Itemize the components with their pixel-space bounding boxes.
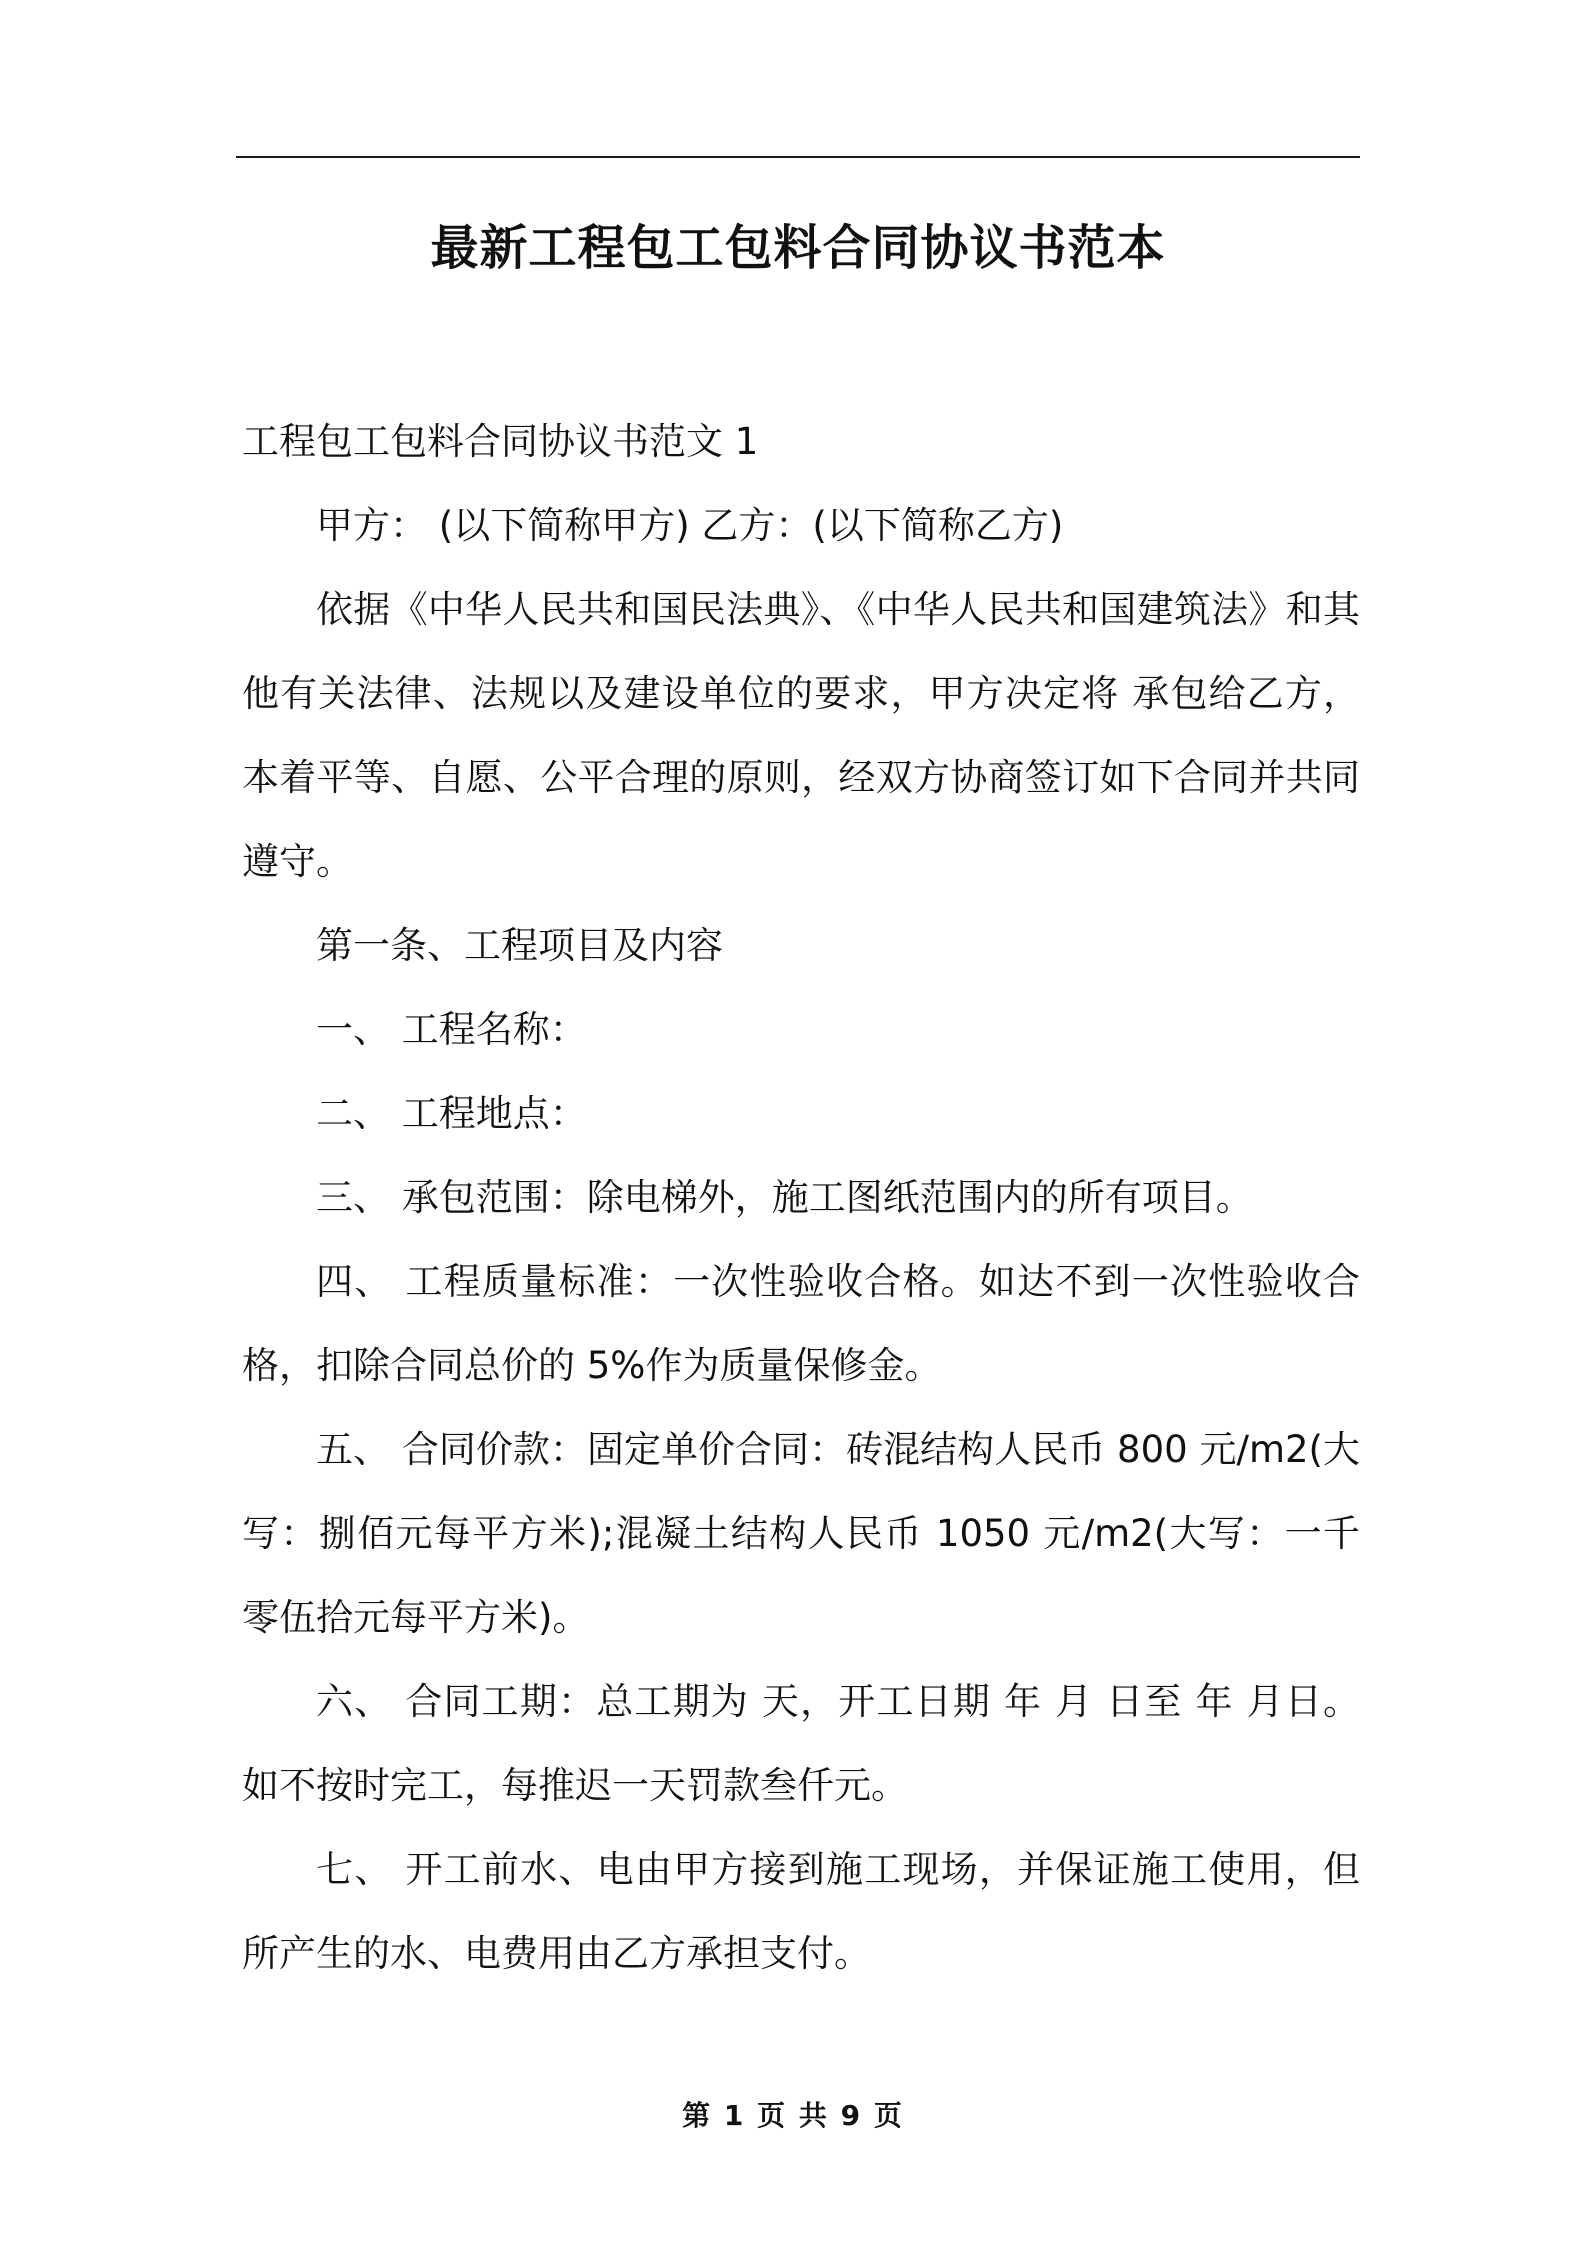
- list-item-utilities: 七、 开工前水、电由甲方接到施工现场，并保证施工使用，但所产生的水、电费用由乙方承担支付。: [242, 1848, 1360, 1975]
- preamble-paragraph: 依据《中华人民共和国民法典》、《中华人民共和国建筑法》和其他有关法律、法规以及建设单位的要求，甲方决定将 承包给乙方，本着平等、自愿、公平合理的原则，经双方协商签订如下合同并共同遵守。: [242, 588, 1360, 883]
- page-number: 第 1 页 共 9 页: [682, 2099, 904, 2132]
- list-item-project-location: 二、 工程地点：: [316, 1092, 587, 1135]
- list-item-contract-scope: 三、 承包范围：除电梯外，施工图纸范围内的所有项目。: [316, 1176, 1253, 1219]
- document-title: 最新工程包工包料合同协议书范本: [430, 220, 1166, 276]
- document-body: [242, 400, 1360, 1996]
- section-heading: 工程包工包料合同协议书范文 1: [242, 420, 759, 463]
- list-item-contract-price: 五、 合同价款：固定单价合同：砖混结构人民币 800 元/m2(大写：捌佰元每平方米);混凝土结构人民币 1050 元/m2(大写：一千零伍拾元每平方米)。: [242, 1428, 1360, 1639]
- article-1-heading: 第一条、工程项目及内容: [316, 924, 723, 967]
- list-item-contract-period: 六、 合同工期：总工期为 天，开工日期 年 月 日至 年 月日。如不按时完工，每推迟一天罚款叁仟元。: [242, 1680, 1360, 1807]
- parties-line: 甲方： (以下简称甲方) 乙方：(以下简称乙方): [316, 504, 1064, 547]
- list-item-quality-standard: 四、 工程质量标准：一次性验收合格。如达不到一次性验收合格，扣除合同总价的 5%作为质量保修金。: [242, 1260, 1360, 1387]
- header-rule: [236, 156, 1360, 158]
- list-item-project-name: 一、 工程名称：: [316, 1008, 587, 1051]
